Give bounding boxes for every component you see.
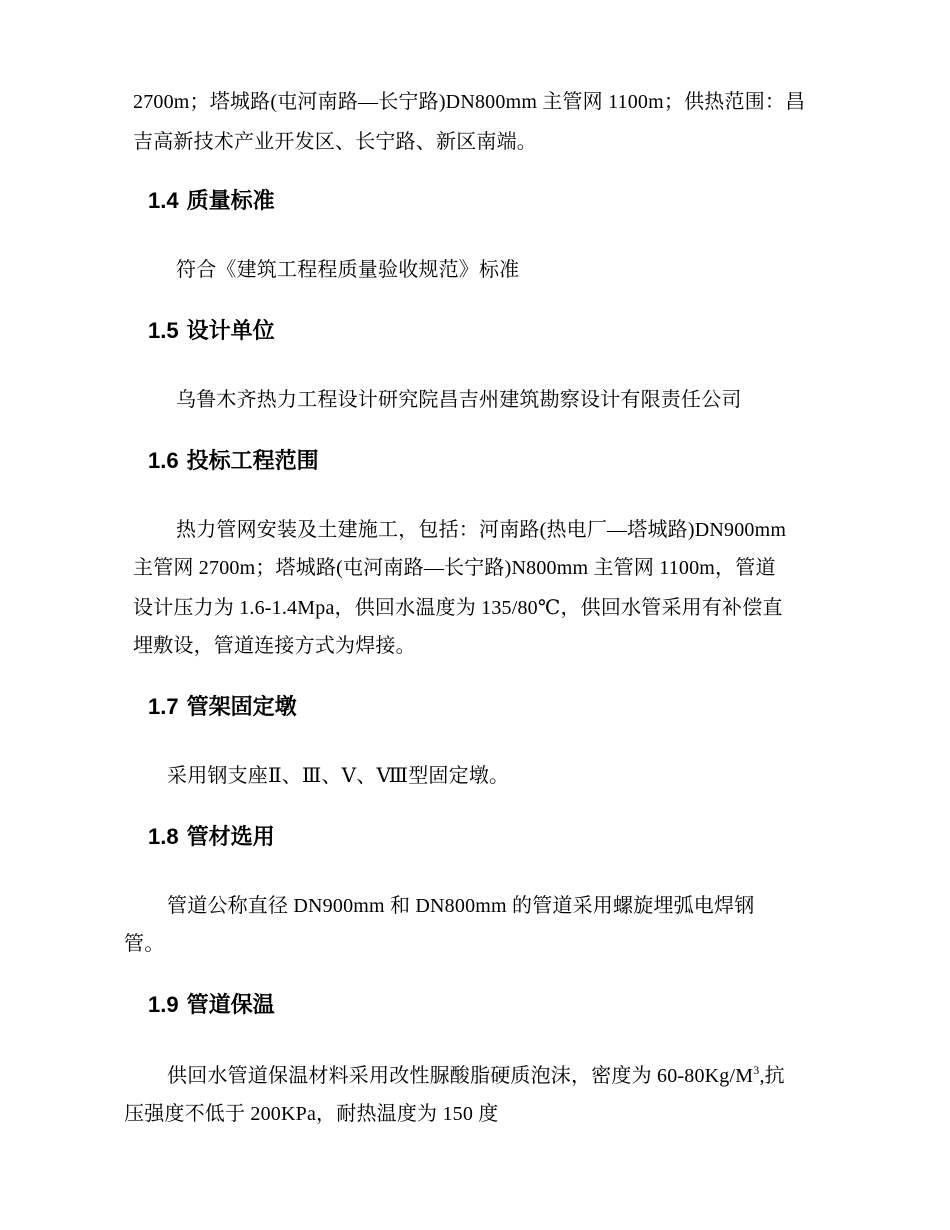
- paragraph-line: 管。: [124, 933, 165, 955]
- section-heading: [148, 990, 275, 1020]
- section-heading: [148, 446, 319, 476]
- section-heading: [148, 692, 297, 722]
- section-title: 管架固定墩: [186, 694, 297, 719]
- paragraph-line: 符合《建筑工程程质量验收规范》标准: [176, 259, 520, 281]
- section-title: 设计单位: [186, 318, 275, 343]
- paragraph-line: 压强度不低于 200KPa，耐热温度为 150 度: [124, 1103, 499, 1125]
- section-title: 质量标准: [186, 188, 275, 213]
- paragraph-line: 设计压力为 1.6-1.4Mpa，供回水温度为 135/80℃，供回水管采用有补偿直: [133, 597, 783, 619]
- paragraph-line: [167, 1062, 785, 1090]
- section-number: 1.6: [148, 448, 179, 473]
- paragraph-text: ,抗: [759, 1065, 785, 1087]
- section-title: 管道保温: [186, 992, 275, 1017]
- section-number: 1.7: [148, 694, 179, 719]
- section-title: 管材选用: [186, 824, 275, 849]
- section-number: 1.4: [148, 188, 179, 213]
- paragraph-line: 乌鲁木齐热力工程设计研究院昌吉州建筑勘察设计有限责任公司: [176, 389, 742, 411]
- paragraph-line: 吉高新技术产业开发区、长宁路、新区南端。: [133, 131, 537, 153]
- section-heading: [148, 186, 275, 216]
- paragraph-text: 供回水管道保温材料采用改性脲酸脂硬质泡沫，密度为 60-80Kg/M: [167, 1065, 754, 1087]
- section-number: 1.5: [148, 318, 179, 343]
- section-heading: [148, 316, 275, 346]
- paragraph-line: 2700m；塔城路(屯河南路—长宁路)DN800mm 主管网 1100m；供热范围：昌: [133, 91, 806, 113]
- section-heading: [148, 822, 275, 852]
- paragraph-line: 采用钢支座Ⅱ、Ⅲ、Ⅴ、Ⅷ型固定墩。: [167, 765, 510, 787]
- section-number: 1.8: [148, 824, 179, 849]
- superscript: 3: [753, 1063, 760, 1077]
- paragraph-line: 管道公称直径 DN900mm 和 DN800mm 的管道采用螺旋埋弧电焊钢: [167, 895, 755, 917]
- paragraph-line: 主管网 2700m；塔城路(屯河南路—长宁路)N800mm 主管网 1100m，管道: [133, 557, 776, 579]
- section-title: 投标工程范围: [186, 448, 319, 473]
- section-number: 1.9: [148, 992, 179, 1017]
- paragraph-line: 埋敷设，管道连接方式为焊接。: [133, 635, 416, 657]
- paragraph-line: 热力管网安装及土建施工，包括：河南路(热电厂—塔城路)DN900mm: [176, 519, 787, 541]
